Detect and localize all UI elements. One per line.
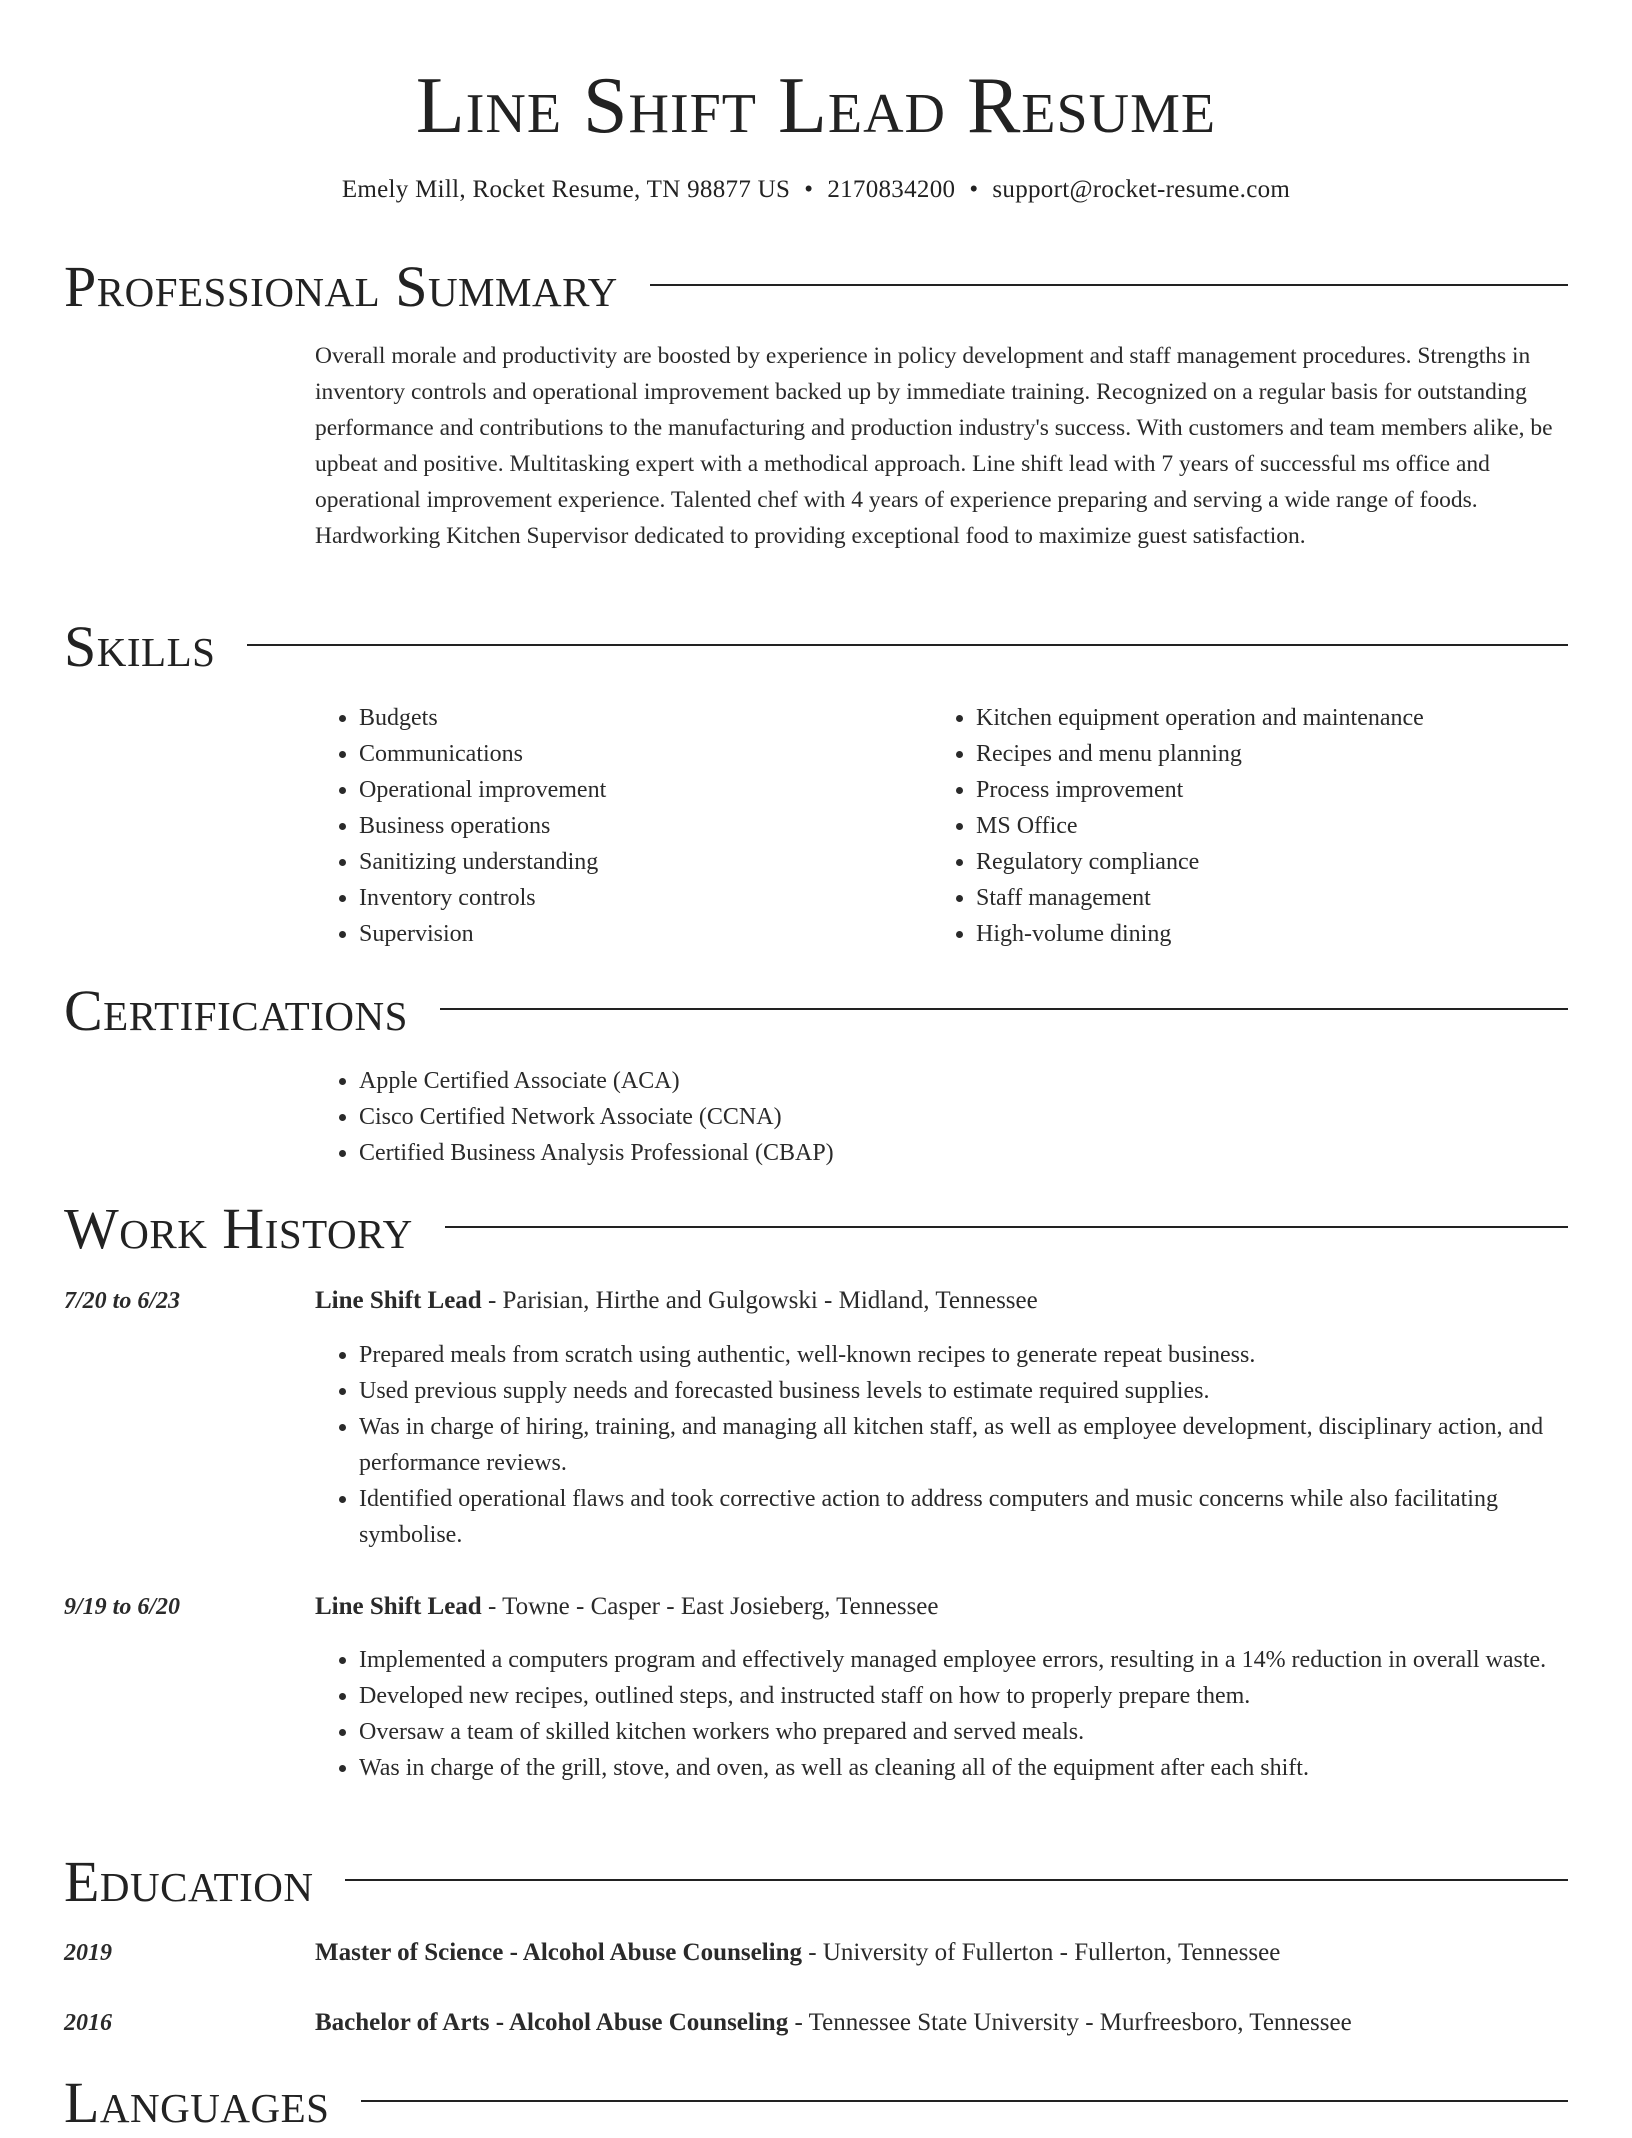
skill-item: • Regulatory compliance xyxy=(976,844,1552,880)
skill-item: • Budgets xyxy=(359,700,935,736)
job-title-line xyxy=(315,1283,1570,1319)
education-heading: Education xyxy=(64,1849,314,1914)
job-dates: 7/20 to 6/23 xyxy=(64,1288,181,1314)
job-bullet: • Used previous supply needs and forecasted business levels to estimate required supplies. xyxy=(359,1373,1570,1409)
summary-section-header xyxy=(64,252,1568,322)
job-employer: - Parisian, Hirthe and Gulgowski - Midland, Tennessee xyxy=(481,1287,1038,1314)
skills-column-right xyxy=(932,700,1552,952)
skills-section-header xyxy=(64,612,1568,682)
skill-item: • Staff management xyxy=(976,880,1552,916)
contact-line xyxy=(0,172,1632,208)
job-bullets xyxy=(315,1337,1570,1553)
skill-item: • MS Office xyxy=(976,808,1552,844)
skill-item: • High-volume dining xyxy=(976,916,1552,952)
work-history-heading: Work History xyxy=(64,1196,413,1261)
job-title: Line Shift Lead xyxy=(315,1593,482,1620)
skill-item: • Supervision xyxy=(359,916,935,952)
job-bullet: • Prepared meals from scratch using authentic, well-known recipes to generate repeat business. xyxy=(359,1337,1570,1373)
page-title: Line Shift Lead Resume xyxy=(415,62,1217,150)
contact-phone: 2170834200 xyxy=(827,176,956,203)
section-divider xyxy=(345,1879,1568,1881)
skill-item: • Communications xyxy=(359,736,935,772)
languages-heading: Languages xyxy=(64,2070,330,2135)
section-divider xyxy=(445,1226,1568,1228)
section-divider xyxy=(650,284,1568,286)
summary-heading: Professional Summary xyxy=(64,254,618,319)
contact-email: support@rocket-resume.com xyxy=(992,176,1291,203)
education-year: 2016 xyxy=(64,2010,112,2036)
job-bullet: • Identified operational flaws and took corrective action to address computers and music concerns while also facilitating symbolise. xyxy=(359,1481,1570,1553)
certification-item: • Cisco Certified Network Associate (CCNA) xyxy=(359,1099,1215,1135)
skills-heading: Skills xyxy=(64,614,216,679)
certification-item: • Certified Business Analysis Professional (CBAP) xyxy=(359,1135,1215,1171)
education-section-header xyxy=(64,1847,1568,1917)
certifications-section-header xyxy=(64,976,1568,1046)
skill-item: • Process improvement xyxy=(976,772,1552,808)
certification-item: • Apple Certified Associate (ACA) xyxy=(359,1063,1215,1099)
skill-item: • Operational improvement xyxy=(359,772,935,808)
job-bullet: • Was in charge of hiring, training, and managing all kitchen staff, as well as employee development, disciplinary action, and performance reviews. xyxy=(359,1409,1570,1481)
certifications-list xyxy=(315,1063,1215,1171)
contact-separator: • xyxy=(969,176,979,203)
work-history-section-header xyxy=(64,1194,1568,1264)
job-title: Line Shift Lead xyxy=(315,1287,482,1314)
job-title-line xyxy=(315,1589,1570,1625)
education-school: - Tennessee State University - Murfreesboro, Tennessee xyxy=(788,2009,1352,2036)
languages-section-header xyxy=(64,2068,1568,2138)
job-bullets xyxy=(315,1642,1570,1786)
education-school: - University of Fullerton - Fullerton, Tennessee xyxy=(802,1939,1281,1966)
certifications-heading: Certifications xyxy=(64,978,408,1043)
education-entry xyxy=(315,1935,1570,1971)
skill-item: • Business operations xyxy=(359,808,935,844)
job-bullet: • Oversaw a team of skilled kitchen workers who prepared and served meals. xyxy=(359,1714,1570,1750)
education-degree: Bachelor of Arts - Alcohol Abuse Counseling xyxy=(315,2009,789,2036)
contact-separator: • xyxy=(804,176,814,203)
section-divider xyxy=(247,644,1568,646)
skill-item: • Inventory controls xyxy=(359,880,935,916)
skills-column-left xyxy=(315,700,935,952)
skill-item: • Recipes and menu planning xyxy=(976,736,1552,772)
summary-text: Overall morale and productivity are boosted by experience in policy development and staff management procedures. Strengths in inventory controls and operational improvement backed up by immediate training. Recognized on a regular basis for outstanding performance and contributions to the manufacturing and production industry's success. With customers and team members alike, be upbeat and positive. Multitasking expert with a methodical approach. Line shift lead with 7 years of successful ms office and operational improvement experience. Talented chef with 4 years of experience preparing and serving a wide range of foods. Hardworking Kitchen Supervisor dedicated to providing exceptional food to maximize guest satisfaction. xyxy=(315,343,1553,549)
job-bullet: • Developed new recipes, outlined steps, and instructed staff on how to properly prepare them. xyxy=(359,1678,1570,1714)
education-entry xyxy=(315,2005,1570,2041)
section-divider xyxy=(361,2100,1568,2102)
skill-item: • Kitchen equipment operation and maintenance xyxy=(976,700,1552,736)
education-year: 2019 xyxy=(64,1940,112,1966)
job-dates: 9/19 to 6/20 xyxy=(64,1594,181,1620)
job-bullet: • Implemented a computers program and effectively managed employee errors, resulting in a 14% reduction in overall waste. xyxy=(359,1642,1570,1678)
education-degree: Master of Science - Alcohol Abuse Counseling xyxy=(315,1939,803,1966)
section-divider xyxy=(440,1008,1568,1010)
job-employer: - Towne - Casper - East Josieberg, Tennessee xyxy=(481,1593,939,1620)
contact-address: Emely Mill, Rocket Resume, TN 98877 US xyxy=(341,176,791,203)
skill-item: • Sanitizing understanding xyxy=(359,844,935,880)
job-bullet: • Was in charge of the grill, stove, and oven, as well as cleaning all of the equipment after each shift. xyxy=(359,1750,1570,1786)
